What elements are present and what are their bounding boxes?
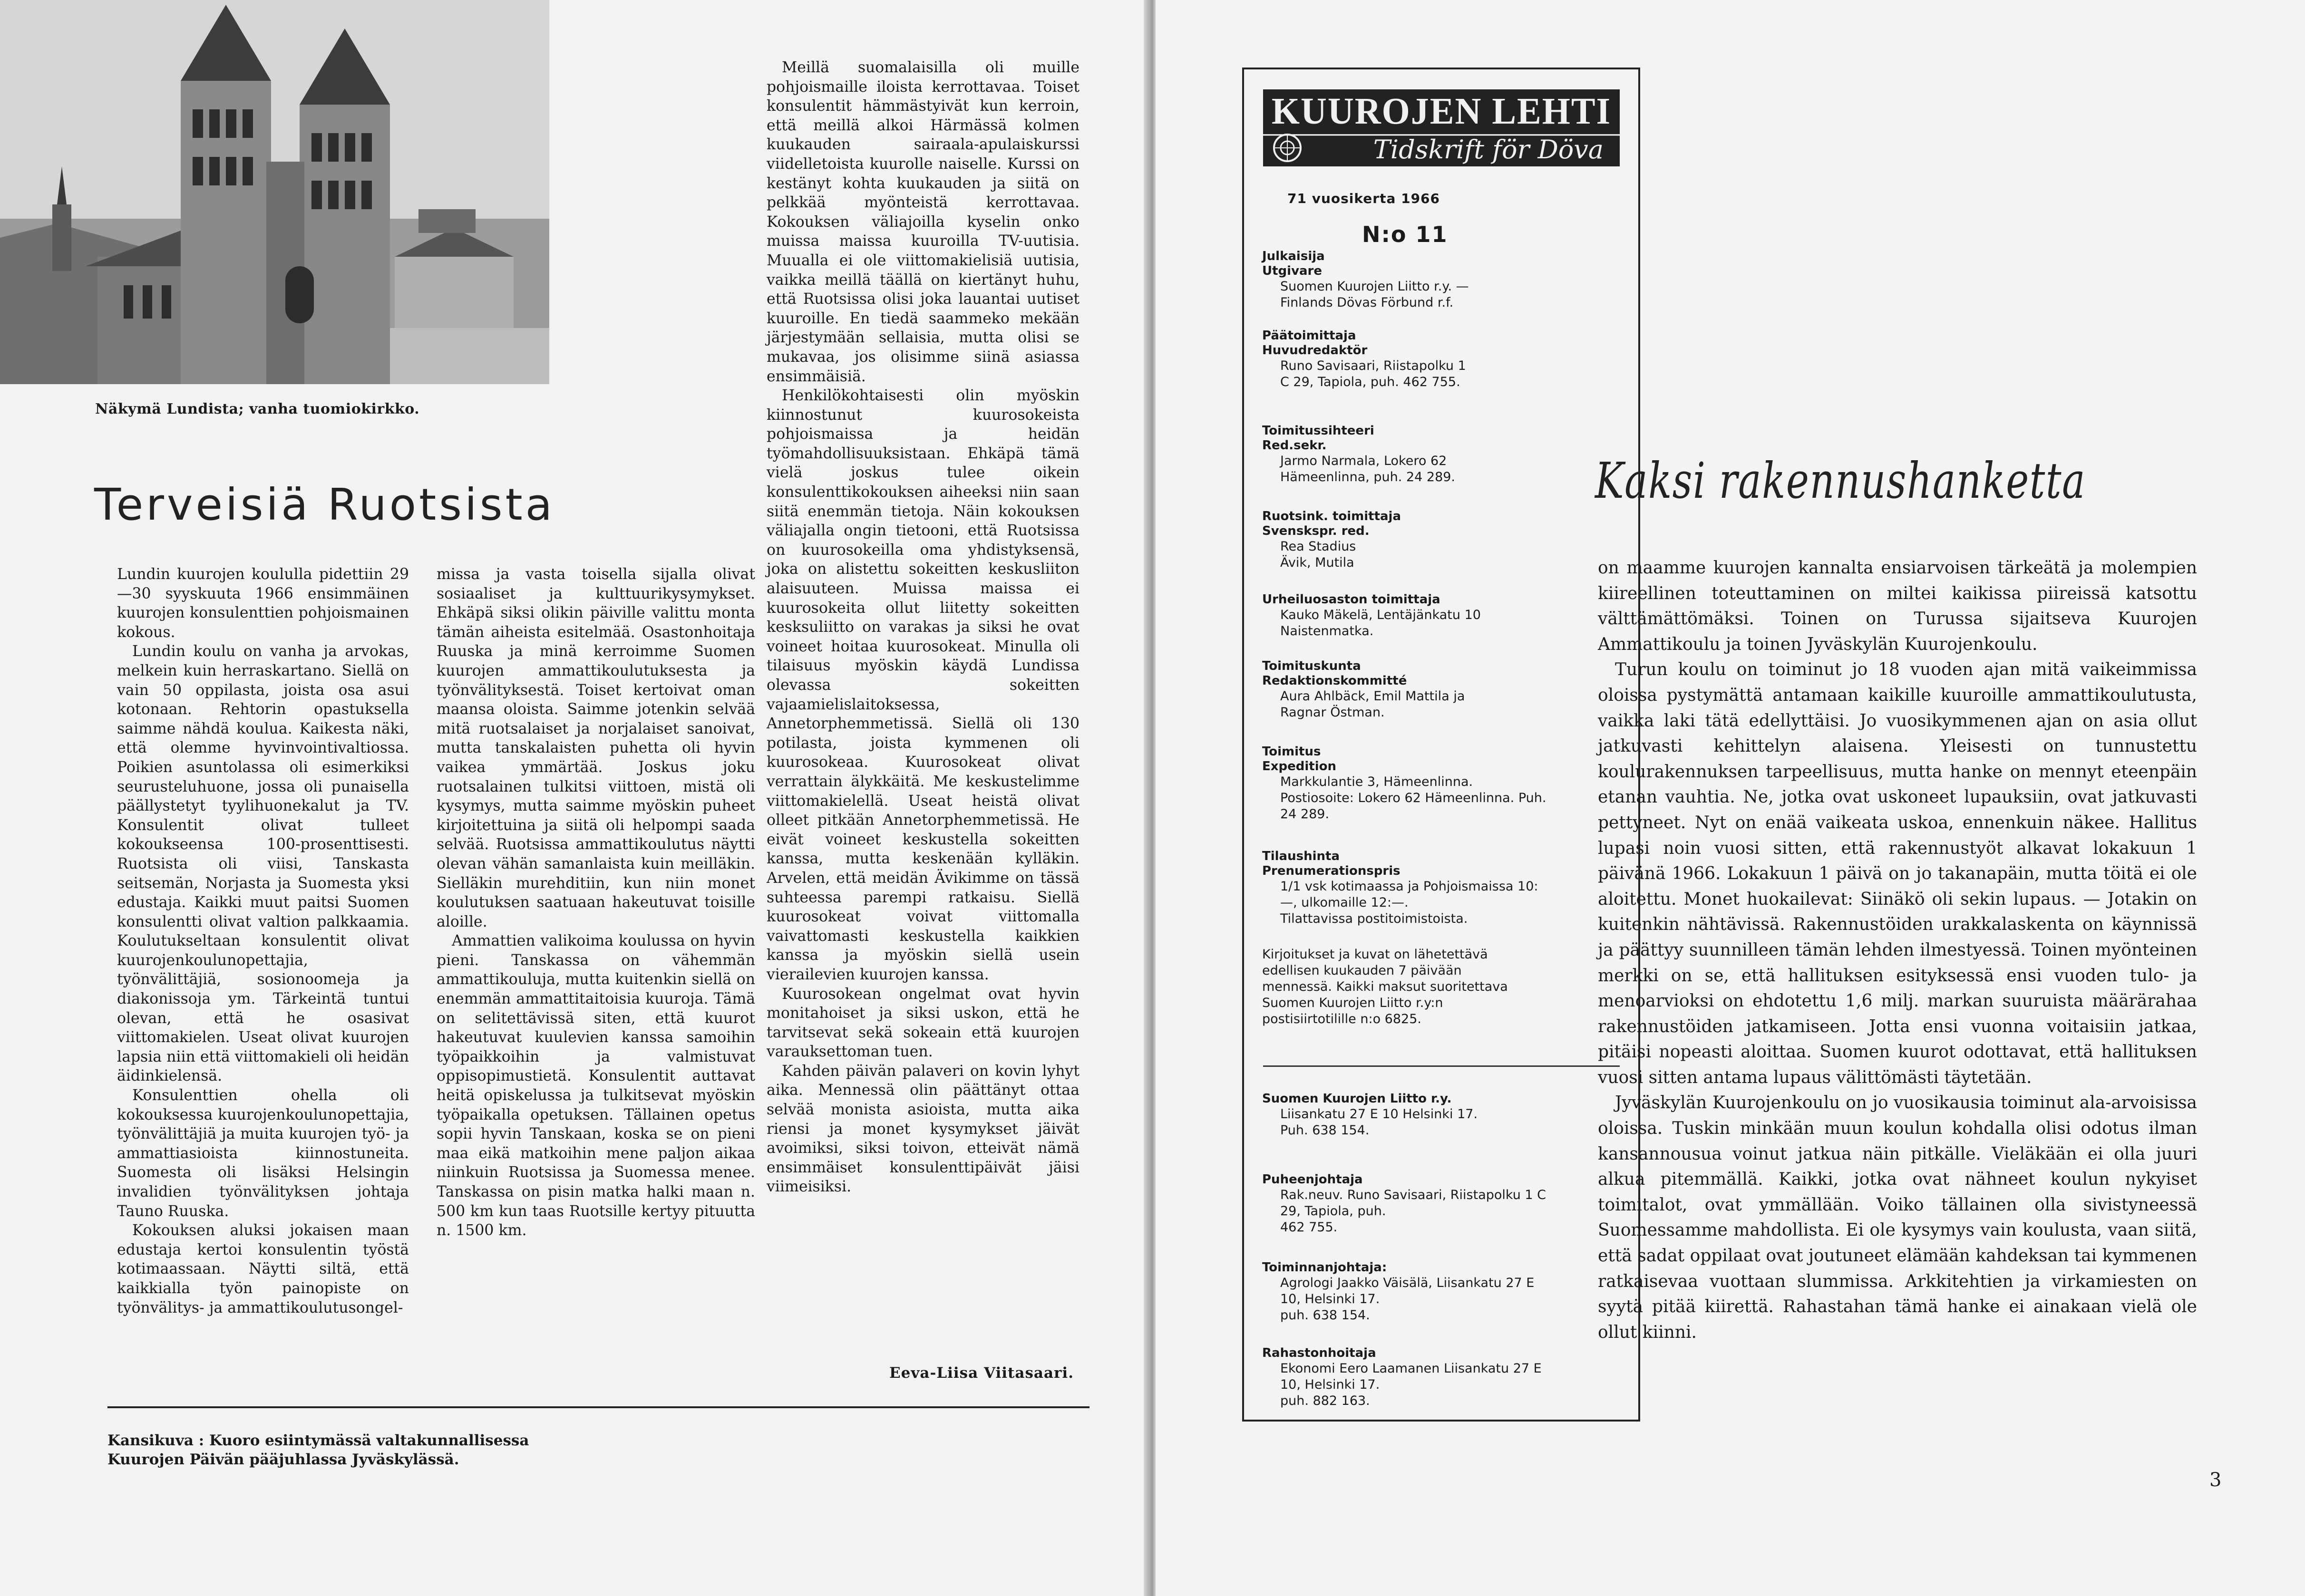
org-label: Puheenjohtaja — [1262, 1172, 1363, 1187]
article-headline-right: Kaksi rakennushanketta — [1595, 452, 2086, 510]
masthead-label: Ruotsink. toimittaja Svenskspr. red. — [1262, 509, 1401, 538]
org-label: Suomen Kuurojen Liitto r.y. — [1262, 1092, 1452, 1106]
org-block-director — [1262, 1260, 1547, 1324]
column-3-paragraph: Kahden päivän palaveri on kovin lyhyt aika. Mennessä olin päättänyt ottaa selvää monista asioista, mutta aika riensi ja monet kysymykset jäivät avoimiksi, siksi toivon, etteivät nämä ensimmäiset konsulenttipäivät jäisi viimeisiksi. — [767, 1062, 1080, 1196]
masthead-label: Urheiluosaston toimittaja — [1262, 592, 1440, 607]
logo-title: KUUROJEN LEHTI — [1263, 89, 1620, 135]
notice-text: Kirjoitukset ja kuvat on lähetettävä edellisen kuukauden 7 päivään mennessä. Kaikki maksut suoritettava Suomen Kuurojen Liitto r.y:n postisiirtotilille n:o 6825. — [1262, 947, 1508, 1026]
masthead-block-sports-editor — [1262, 592, 1547, 639]
masthead-value: Rea Stadius Ävik, Mutila — [1280, 539, 1356, 570]
org-block-treasurer — [1262, 1346, 1547, 1409]
column-1-paragraph: Lundin koulu on vanha ja arvokas, melkein kuin herraskartano. Siellä on vain 50 oppilasta, joista osa asui kotonaan. Rehtorin opastuksella saimme nähdä koulua. Kaikesta näki, että olemme hyvinvointivaltiossa. Poikien asuntolassa oli esimerkiksi seurusteluhuone, jossa oli punaisella päällystetyt tyylihuonekalut ja TV. Konsulentit olivat tulleet kokoukseensa 100-prosenttisesti. Ruotsista oli viisi, Tanskasta seitsemän, Norjasta ja Suomesta yksi edustaja. Kaikki muut paitsi Suomen konsulentti olivat valtion palkkaamia. Koulutukseltaan konsulentit olivat kuurojenkoulunopettajia, työnvälittäjiä, sosionoomeja ja diakonissoja ym. Tärkeintä tuntui olevan, että he osasivat viittomakielen. Useat olivat kuurojen lapsia niin että viittomakieli oli heidän äidinkielensä. — [117, 643, 409, 1085]
masthead-value: Aura Ahlbäck, Emil Mattila ja Ragnar Östman. — [1280, 689, 1465, 720]
issue-number: N:o 11 — [1362, 222, 1448, 247]
column-2-paragraph: missa ja vasta toisella sijalla olivat sosiaaliset ja kulttuurikysymykset. Ehkäpä siksi olikin päiville valittu monta tämän aiheista esitelmää. Osastonhoitaja Ruuska ja minä kerroimme Suomen kuurojen ammattikoulutuksesta ja työnvälityksestä. Toiset kertoivat oman maansa oloista. Saimme jotenkin selvää mitä ruotsalaiset ja norjalaiset sanoivat, mutta tanskalaisten puhetta oli hyvin vaikea ymmärtää. Joskus joku ruotsalainen tulkitsi viittoen, mistä oli kysymys, mutta saimme myöskin puheet kirjoitettuina ja siitä oli helpompi saada selvää. Ruotsissa ammattikoulutus näytti olevan vähän samanlaista kuin meilläkin. Sielläkin murehditiin, kun niin monet koulutuksen saatuaan hakeutuvat toisille aloille. — [437, 566, 755, 930]
column-3-paragraph: Kuurosokean ongelmat ovat hyvin monitahoiset ja siksi uskon, että he tarvitsevat sekä sokeain että kuurojen varauksettoman tuen. — [767, 985, 1080, 1061]
column-2-paragraph: Ammattien valikoima koulussa on hyvin pieni. Tanskassa on vähemmän ammattikouluja, mutta kuitenkin siellä on enemmän ammattitaitoisia kuuroja. Tämä on selitettävissä siten, että kuurot hakeutuvat kuulevien kanssa samoihin työpaikkoihin ja valmistuvat oppisopimustietä. Konsulentit auttavat heitä opiskelussa ja tulkitsevat myöskin työpaikalla opetuksen. Tällainen opetus sopii hyvin Tanskaan, koska se on pieni maa eikä matkoihin mene paljon aikaa niinkuin Ruotsissa ja Suomessa menee. Tanskassa on pisin matka halki maan n. 500 km kun taas Ruotsille kertyy pituutta n. 1500 km. — [437, 932, 755, 1239]
org-block-chairman — [1262, 1172, 1547, 1236]
masthead-block-subscription — [1262, 849, 1547, 927]
column-1-paragraph: Kokouksen aluksi jokaisen maan edustaja kertoi konsulentin työstä kotimaassaan. Näytti siltä, että kaikkialla työn painopiste on työnvälitys- ja ammattikoulutusongel- — [117, 1222, 409, 1316]
org-label: Toiminnanjohtaja: — [1262, 1260, 1387, 1275]
right-page — [1156, 0, 2305, 1596]
footer-divider — [107, 1406, 1089, 1408]
masthead-value: Markkulantie 3, Hämeenlinna. Postiosoite: Lokero 62 Hämeenlinna. Puh. 24 289. — [1280, 774, 1546, 822]
cathedral-illustration — [0, 0, 549, 384]
masthead-notice — [1262, 947, 1528, 1027]
masthead-block-expedition — [1262, 745, 1547, 822]
editorial-paragraph: on maamme kuurojen kannalta ensiarvoisen tärkeätä ja molempien kiireellinen toteuttaminen on miltei kaikissa piireissä katsottu välttämättömäksi. Toinen on Turussa sijaitseva Kuurojen Ammattikoulu ja toinen Jyväskylän Kuurojenkoulu. — [1598, 558, 2197, 654]
editorial-paragraph: Turun koulu on toiminut jo 18 vuoden ajan mitä vaikeimmissa oloissa pystymättä antamaan kaikille kuuroille ammattikoulutusta, vaikka laki tätä edellyttäisi. Jo vuosikymmenen ajan on asia ollut jatkuvasti kehittelyn alaisena. Yleisesti on tunnustettu koulurakennuksen tarpeellisuus, mutta hanke on mennyt eteenpäin etanan vauhtia. Ne, jotka ovat uskoneet lupauksiin, ovat jatkuvasti pettyneet. Nyt on enää vaikeata uskoa, ennenkuin näkee. Hallitus lupasi noin vuosi sitten, että rakennustyöt alkavat lokakuun 1 päivänä 1966. Lokakuun 1 päivä on jo takanapäin, mutta töitä ei ole aloitettu. Monet huokailevat: Siinäkö oli sekin lupaus. — Jotakin on kuitenkin nähtävissä. Rakennustöiden urakkalaskenta on käynnissä ja päättyy suunnilleen tämän lehden ilmestyessä. Toinen myönteinen merkki on se, että hallituksen esityksessä ensi vuoden tulo- ja menoarvioksi on ehdotettu 1,6 milj. markan suuruista määrärahaa rakennustöiden jatkamiseen. Jotta ensi vuonna voitaisiin jatkaa, pitäisi nopeasti aloittaa. Suomen kuurot odottavat, että hallituksen vuosi sitten antama lupaus välittömästi täytetään. — [1598, 660, 2197, 1087]
masthead-block-swedish-editor — [1262, 509, 1547, 571]
editorial-column — [1598, 555, 2197, 1345]
left-page — [0, 0, 1146, 1596]
org-value: Ekonomi Eero Laamanen Liisankatu 27 E 10, Helsinki 17. puh. 882 163. — [1280, 1361, 1542, 1408]
volume-line: 71 vuosikerta 1966 — [1287, 191, 1440, 206]
org-value: Liisankatu 27 E 10 Helsinki 17. Puh. 638 154. — [1280, 1107, 1478, 1138]
lund-cathedral-photo — [0, 0, 549, 384]
masthead-block-committee — [1262, 659, 1547, 721]
masthead-block-publisher — [1262, 249, 1547, 311]
masthead-label: Tilaushinta Prenumerationspris — [1262, 849, 1401, 878]
column-1-paragraph: Konsulenttien ohella oli kokouksessa kuurojenkoulunopettajia, työnvälittäjiä ja muita kuurojen työ- ja ammattiasioista kiinnostuneita. Suomesta oli lisäksi Helsingin invalidien työnvälityksen johtaja Tauno Ruuska. — [117, 1087, 409, 1220]
org-block-association — [1262, 1092, 1547, 1139]
photo-caption: Näkymä Lundista; vanha tuomiokirkko. — [95, 401, 420, 417]
masthead-label: Toimituskunta Redaktionskommitté — [1262, 659, 1407, 688]
cover-caption — [107, 1431, 529, 1469]
masthead-value: Runo Savisaari, Riistapolku 1 C 29, Tapiola, puh. 462 755. — [1280, 358, 1466, 389]
masthead-block-editor — [1262, 329, 1547, 390]
column-1-paragraph: Lundin kuurojen koululla pidettiin 29—30 syyskuuta 1966 ensimmäinen kuurojen konsulenttien pohjoismainen kokous. — [117, 566, 409, 641]
magazine-logo — [1263, 89, 1620, 166]
masthead-value: Jarmo Narmala, Lokero 62 Hämeenlinna, puh. 24 289. — [1280, 454, 1456, 484]
masthead-value: Kauko Mäkelä, Lentäjänkatu 10 Naistenmatka. — [1280, 608, 1481, 638]
logo-subtitle: Tidskrift för Döva — [1373, 135, 1604, 164]
org-value: Rak.neuv. Runo Savisaari, Riistapolku 1 C 29, Tapiola, puh. 462 755. — [1280, 1188, 1546, 1235]
cover-caption-line: Kuurojen Päivän pääjuhlassa Jyväskylässä. — [107, 1451, 459, 1468]
editorial-paragraph: Jyväskylän Kuurojenkoulu on jo vuosikausia toiminut ala-arvoisissa oloissa. Tuskin minkään muun koulun kohdalla olisi odotus ilman kansannousua voinut jatkua näin pitkälle. Vieläkään ei olla juuri alkua pitemmällä. Kaikki, jotka ovat nähneet koulun nykyiset toimitalot, ovat ymmällään. Voiko tällainen olla sivistyneessä Suomessamme mahdollista. Ei ole kysymys vain koulusta, vaan siitä, että sadat oppilaat ovat joutuneet elämään kahdeksan tai kymmenen ratkaisevaa vuottaan slummissa. Arkkitehtien ja virkamiesten on syytä pitää kiirettä. Rahastahan tämä hanke ei ainakaan vielä ole ollut kiinni. — [1598, 1093, 2197, 1342]
masthead-value: 1/1 vsk kotimaassa ja Pohjoismaissa 10:—, ulkomaille 12:—. Tilattavissa postitoimistoista. — [1280, 879, 1538, 926]
page-number: 3 — [2209, 1469, 2222, 1491]
masthead-block-secretary — [1262, 424, 1547, 485]
org-value: Agrologi Jaakko Väisälä, Liisankatu 27 E 10, Helsinki 17. puh. 638 154. — [1280, 1276, 1535, 1323]
masthead-label: Toimitussihteeri Red.sekr. — [1262, 424, 1374, 453]
column-3-paragraph: Meillä suomalaisilla oli muille pohjoismaille iloista kerrottavaa. Toiset konsulentit hämmästyivät kun kerroin, että meillä alkoi Härmässä kolmen kuukauden sairaala-apulaiskurssi viidelletoista kuurolle naiselle. Kurssi on kestänyt kohta kuukauden ja siitä on pelkkää myönteistä kerrottavaa. Kokouksen väliajoilla kyselin onko muissa maissa kuuroilla TV-uutisia. Muualla ei ole viittomakielisiä uutisia, vaikka meillä täällä on kiertänyt huhu, että Ruotsissa olisi joka lauantai uutiset kuuroille. En tiedä saammeko mekään järjestymään sellaisia, mutta olisi se mukavaa, jos olisimme siinä asiassa ensimmäisiä. — [767, 59, 1080, 385]
masthead-box — [1242, 68, 1640, 1422]
masthead-divider — [1263, 1065, 1620, 1067]
emblem-icon — [1272, 132, 1303, 164]
column-3-paragraph: Henkilökohtaisesti olin myöskin kiinnostunut kuurosokeista pohjoismaissa ja heidän työmahdollisuuksistaan. Ehkäpä tämä vielä joskus tulee oikein konsulenttikokouksen aiheeksi niin saan siitä enemmän tietoja. Näin kokouksen väliajalla ongin tietooni, että Ruotsissa on kuurosokeilla oma yhdistyksensä, joka on alistettu sokeitten keskusliiton alaisuuteen. Muissa maissa ei kuurosokeita ollut liitetty sokeitten kesksuliitto on varakas ja siksi he ovat voineet hoitaa kuurosokeat. Minulla oli tilaisuus myöskin käydä Lundissa olevassa sokeitten vajaamielislaitoksessa, Annetorphemmetissä. Siellä oli 130 potilasta, joista kymmenen oli kuurosokeaa. Kuurosokeat olivat verrattain älykkäitä. Me keskustelimme viittomakielellä. Useat heistä olivat olleet pitkään Annetorphemmetissä. He eivät voineet keskustella sokeitten kanssa, mutta keskenään kylläkin. Arvelen, että meidän Ävikimme on tässä suhteessa parempi ratkaisu. Siellä kuurosokeat voivat viittomalla vaivattomasti keskustella kaikkien kanssa ja myöskin siellä usein vierailevien kuurojen kanssa. — [767, 387, 1080, 983]
org-label: Rahastonhoitaja — [1262, 1346, 1376, 1360]
article-signature: Eeva-Liisa Viitasaari. — [889, 1364, 1074, 1382]
masthead-label: Toimitus Expedition — [1262, 745, 1337, 774]
article-headline-left: Terveisiä Ruotsista — [94, 479, 555, 530]
cover-caption-line: Kansikuva : Kuoro esiintymässä valtakunnallisessa — [107, 1432, 529, 1449]
article-column-3 — [767, 58, 1080, 1197]
masthead-label: Julkaisija Utgivare — [1262, 249, 1325, 278]
article-column-1 — [117, 565, 409, 1317]
masthead-value: Suomen Kuurojen Liitto r.y. — Finlands Dövas Förbund r.f. — [1280, 279, 1469, 310]
article-column-2 — [437, 565, 755, 1240]
masthead-label: Päätoimittaja Huvudredaktör — [1262, 329, 1368, 358]
